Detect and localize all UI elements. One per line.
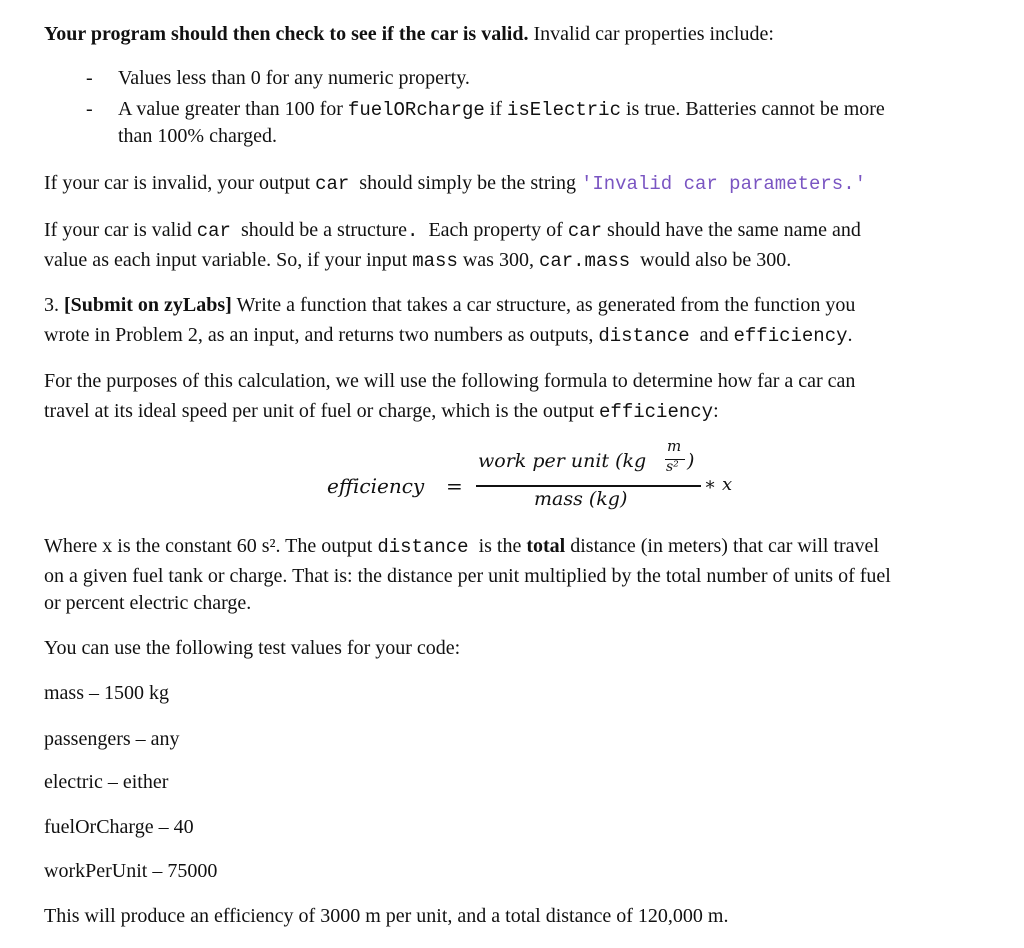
formula-numerator: work per unit (kg	[478, 450, 647, 472]
valid-paragraph-line1: If your car is valid car should be a structure. Each property of car should have the same name and	[44, 219, 861, 242]
formula-equals: =	[446, 474, 463, 498]
bullet-2-cont: than 100% charged.	[118, 125, 278, 147]
formula-intro-line2: travel at its ideal speed per unit of fuel or charge, which is the output efficiency:	[44, 400, 719, 423]
validity-intro: Your program should then check to see if the car is valid. Invalid car properties include:	[44, 23, 774, 45]
valid-paragraph-line2: value as each input variable. So, if your input mass was 300, car.mass would also be 300.	[44, 249, 792, 272]
problem-3-line1: 3. [Submit on zyLabs] Write a function that takes a car structure, as generated from the function you	[44, 294, 856, 316]
test-electric: electric – either	[44, 771, 169, 793]
bullet-dash: -	[86, 98, 93, 120]
problem-3-line2: wrote in Problem 2, as an input, and returns two numbers as outputs, distance and efficiency.	[44, 324, 853, 347]
test-values-intro: You can use the following test values for your code:	[44, 637, 461, 659]
constant-paragraph-line2: on a given fuel tank or charge. That is: the distance per unit multiplied by the total number of units of fuel	[44, 565, 891, 587]
test-mass: mass – 1500 kg	[44, 682, 169, 704]
formula-denominator: mass (kg)	[534, 488, 628, 510]
constant-paragraph-line1: Where x is the constant 60 s². The output distance is the total distance (in meters) that car will travel	[44, 535, 879, 558]
bullet-2: A value greater than 100 for fuelORcharge if isElectric is true. Batteries cannot be more	[118, 98, 885, 121]
validity-bold: Your program should then check to see if the car is valid.	[44, 23, 529, 45]
submit-label: [Submit on zyLabs]	[64, 294, 232, 316]
invalid-paragraph: If your car is invalid, your output car should simply be the string 'Invalid car parameters.'	[44, 172, 866, 195]
formula-num-frac-bot: s²	[666, 459, 679, 475]
formula-num-close: )	[687, 450, 695, 472]
formula-multiplier: ∗ x	[704, 474, 733, 495]
test-passengers: passengers – any	[44, 728, 180, 750]
test-work: workPerUnit – 75000	[44, 860, 218, 882]
formula-intro-line1: For the purposes of this calculation, we will use the following formula to determine how far a car can	[44, 370, 856, 392]
formula-fraction-bar	[476, 485, 701, 487]
test-fuel: fuelOrCharge – 40	[44, 816, 194, 838]
invalid-string: 'Invalid car parameters.'	[580, 173, 866, 195]
formula-num-frac-top: m	[667, 437, 682, 455]
test-result: This will produce an efficiency of 3000 m per unit, and a total distance of 120,000 m.	[44, 905, 729, 927]
formula-lhs: efficiency	[327, 474, 425, 498]
constant-paragraph-line3: or percent electric charge.	[44, 592, 252, 614]
bullet-dash: -	[86, 67, 93, 89]
bullet-1: Values less than 0 for any numeric property.	[118, 67, 470, 89]
